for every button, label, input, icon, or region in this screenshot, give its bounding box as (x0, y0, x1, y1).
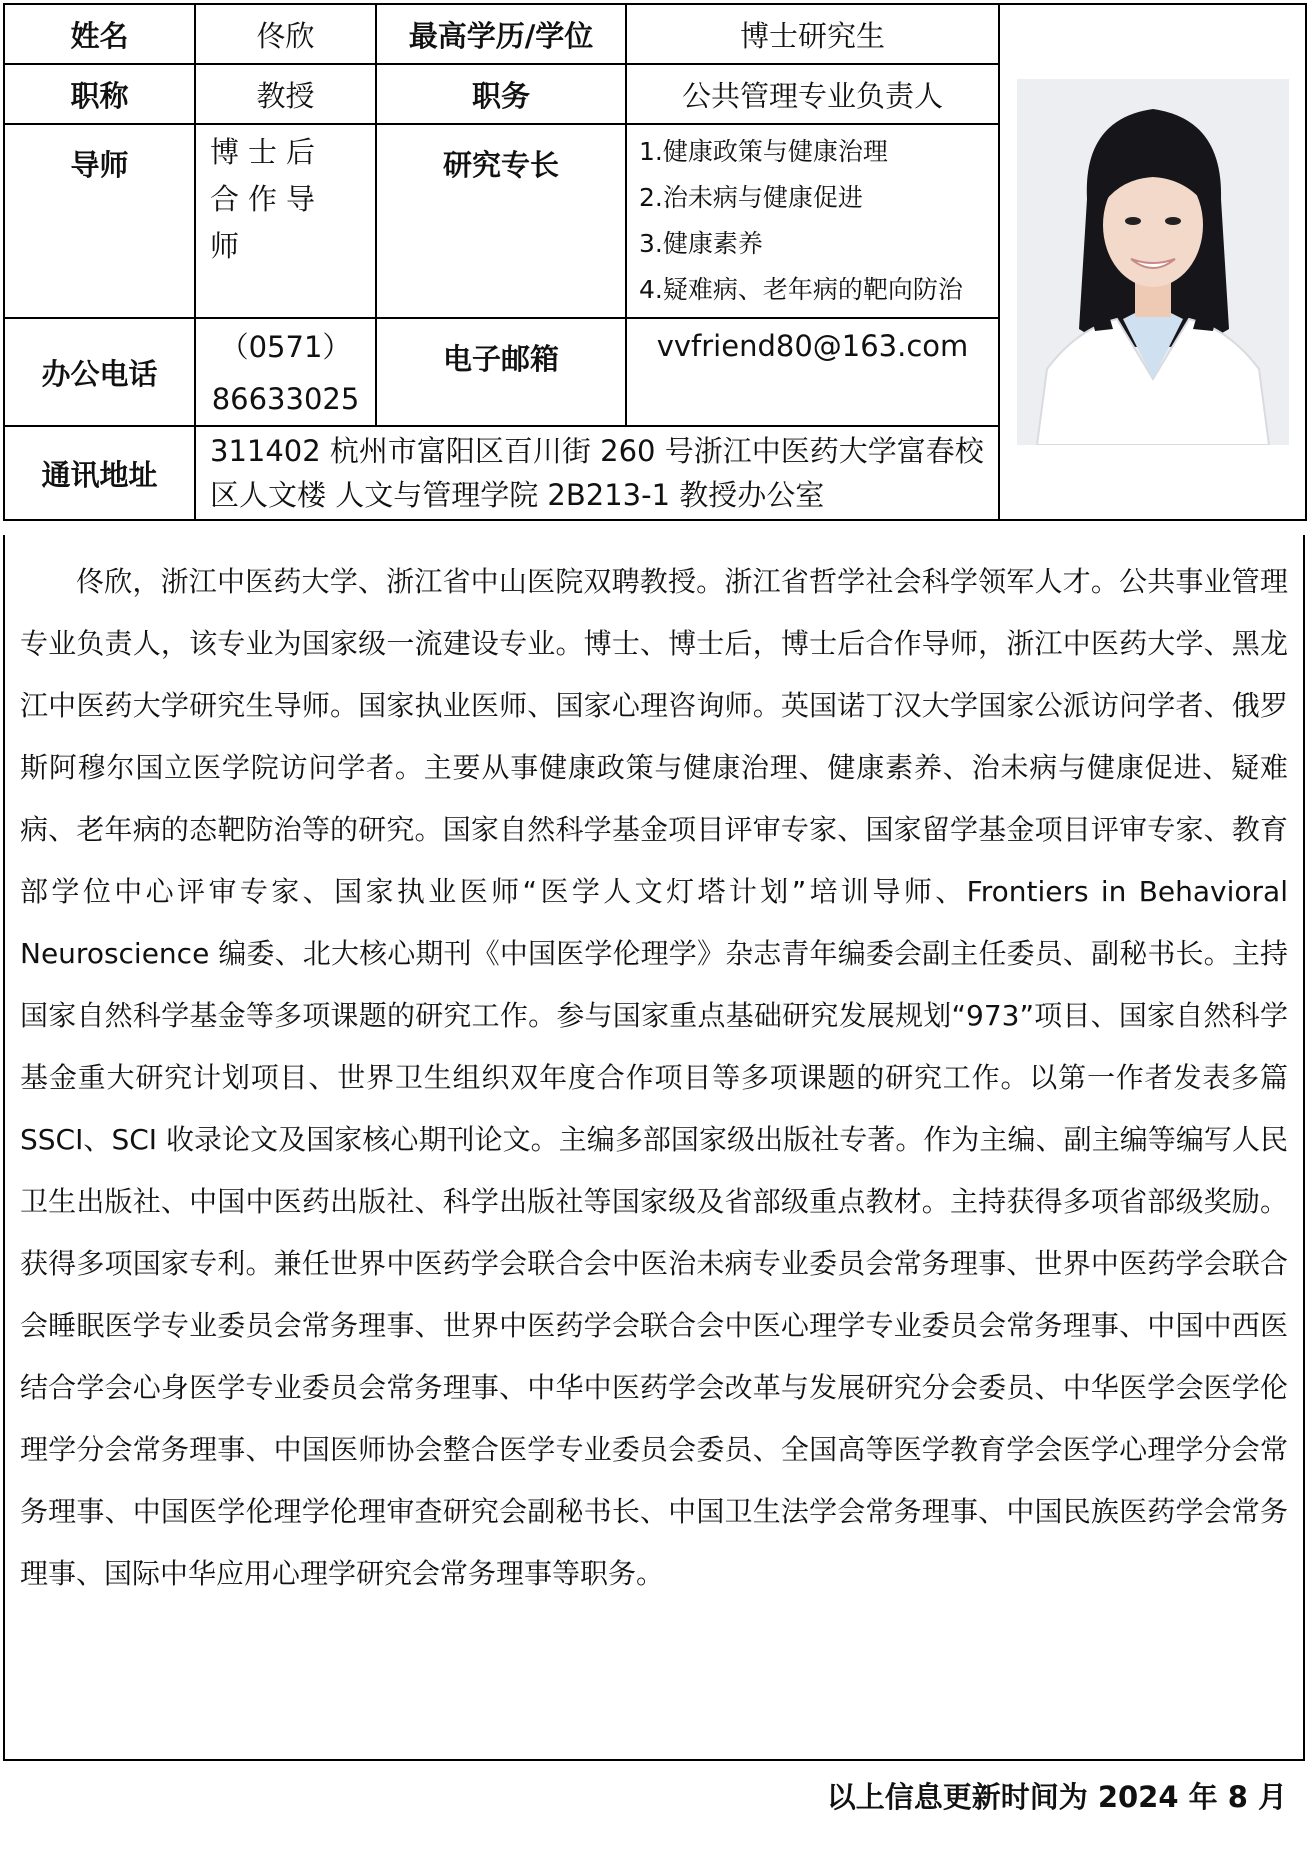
address-label: 通讯地址 (4, 426, 195, 520)
research-item: 2.治未病与健康促进 (639, 183, 863, 212)
position-label: 职务 (376, 64, 626, 124)
title-label: 职称 (4, 64, 195, 124)
portrait-icon (1017, 79, 1289, 445)
mentor-label: 导师 (4, 124, 195, 318)
email-label: 电子邮箱 (376, 318, 626, 426)
profile-table (3, 3, 1307, 521)
mentor-value: 博士后合作导师 (195, 124, 376, 318)
phone-label: 办公电话 (4, 318, 195, 426)
research-item: 4.疑难病、老年病的靶向防治 (639, 275, 963, 304)
phone-area-code: （0571） (219, 330, 352, 364)
bio-text: 佟欣，浙江中医药大学、浙江省中山医院双聘教授。浙江省哲学社会科学领军人才。公共事业管理专业负责人，该专业为国家级一流建设专业。博士、博士后，博士后合作导师，浙江中医药大学、黑龙江中医药大学研究生导师。国家执业医师、国家心理咨询师。英国诺丁汉大学国家公派访问学者、俄罗斯阿穆尔国立医学院访问学者。主要从事健康政策与健康治理、健康素养、治未病与健康促进、疑难病、老年病的态靶防治等的研究。国家自然科学基金项目评审专家、国家留学基金项目评审专家、教育部学位中心评审专家、国家执业医师“医学人文灯塔计划”培训导师、Frontiers in Behavioral Neuroscience 编委、北大核心期刊《中国医学伦理学》杂志青年编委会副主任委员、副秘书长。主持国家自然科学基金等多项课题的研究工作。参与国家重点基础研究发展规划“973”项目、国家自然科学基金重大研究计划项目、世界卫生组织双年度合作项目等多项课题的研究工作。以第一作者发表多篇 SSCI、SCI 收录论文及国家核心期刊论文。主编多部国家级出版社专著。作为主编、副主编等编写人民卫生出版社、中国中医药出版社、科学出版社等国家级及省部级重点教材。主持获得多项省部级奖励。获得多项国家专利。兼任世界中医药学会联合会中医治未病专业委员会常务理事、世界中医药学会联合会睡眠医学专业委员会常务理事、世界中医药学会联合会中医心理学专业委员会常务理事、中国中西医结合学会心身医学专业委员会常务理事、中华中医药学会改革与发展研究分会委员、中华医学会医学伦理学分会常务理事、中国医师协会整合医学专业委员会委员、全国高等医学教育学会医学心理学分会常务理事、中国医学伦理学伦理审查研究会副秘书长、中国卫生法学会常务理事、中国民族医药学会常务理事、国际中华应用心理学研究会常务理事等职务。 (20, 565, 1288, 1590)
portrait-photo (1017, 79, 1289, 445)
research-item: 1.健康政策与健康治理 (639, 137, 888, 166)
research-label: 研究专长 (376, 124, 626, 318)
research-list (626, 124, 999, 318)
research-item: 3.健康素养 (639, 229, 763, 258)
update-note: 以上信息更新时间为 2024 年 8 月 (826, 1780, 1287, 1814)
name-label: 姓名 (4, 4, 195, 64)
phone-value (195, 318, 376, 426)
degree-label: 最高学历/学位 (376, 4, 626, 64)
email-value: vvfriend80@163.com (626, 318, 999, 426)
phone-number: 86633025 (211, 382, 360, 416)
title-value: 教授 (195, 64, 376, 124)
address-value: 311402 杭州市富阳区百川街 260 号浙江中医药大学富春校区人文楼 人文与管理学院 2B213-1 教授办公室 (195, 426, 999, 520)
photo-cell (999, 4, 1306, 520)
name-value: 佟欣 (195, 4, 376, 64)
position-value: 公共管理专业负责人 (626, 64, 999, 124)
degree-value: 博士研究生 (626, 4, 999, 64)
